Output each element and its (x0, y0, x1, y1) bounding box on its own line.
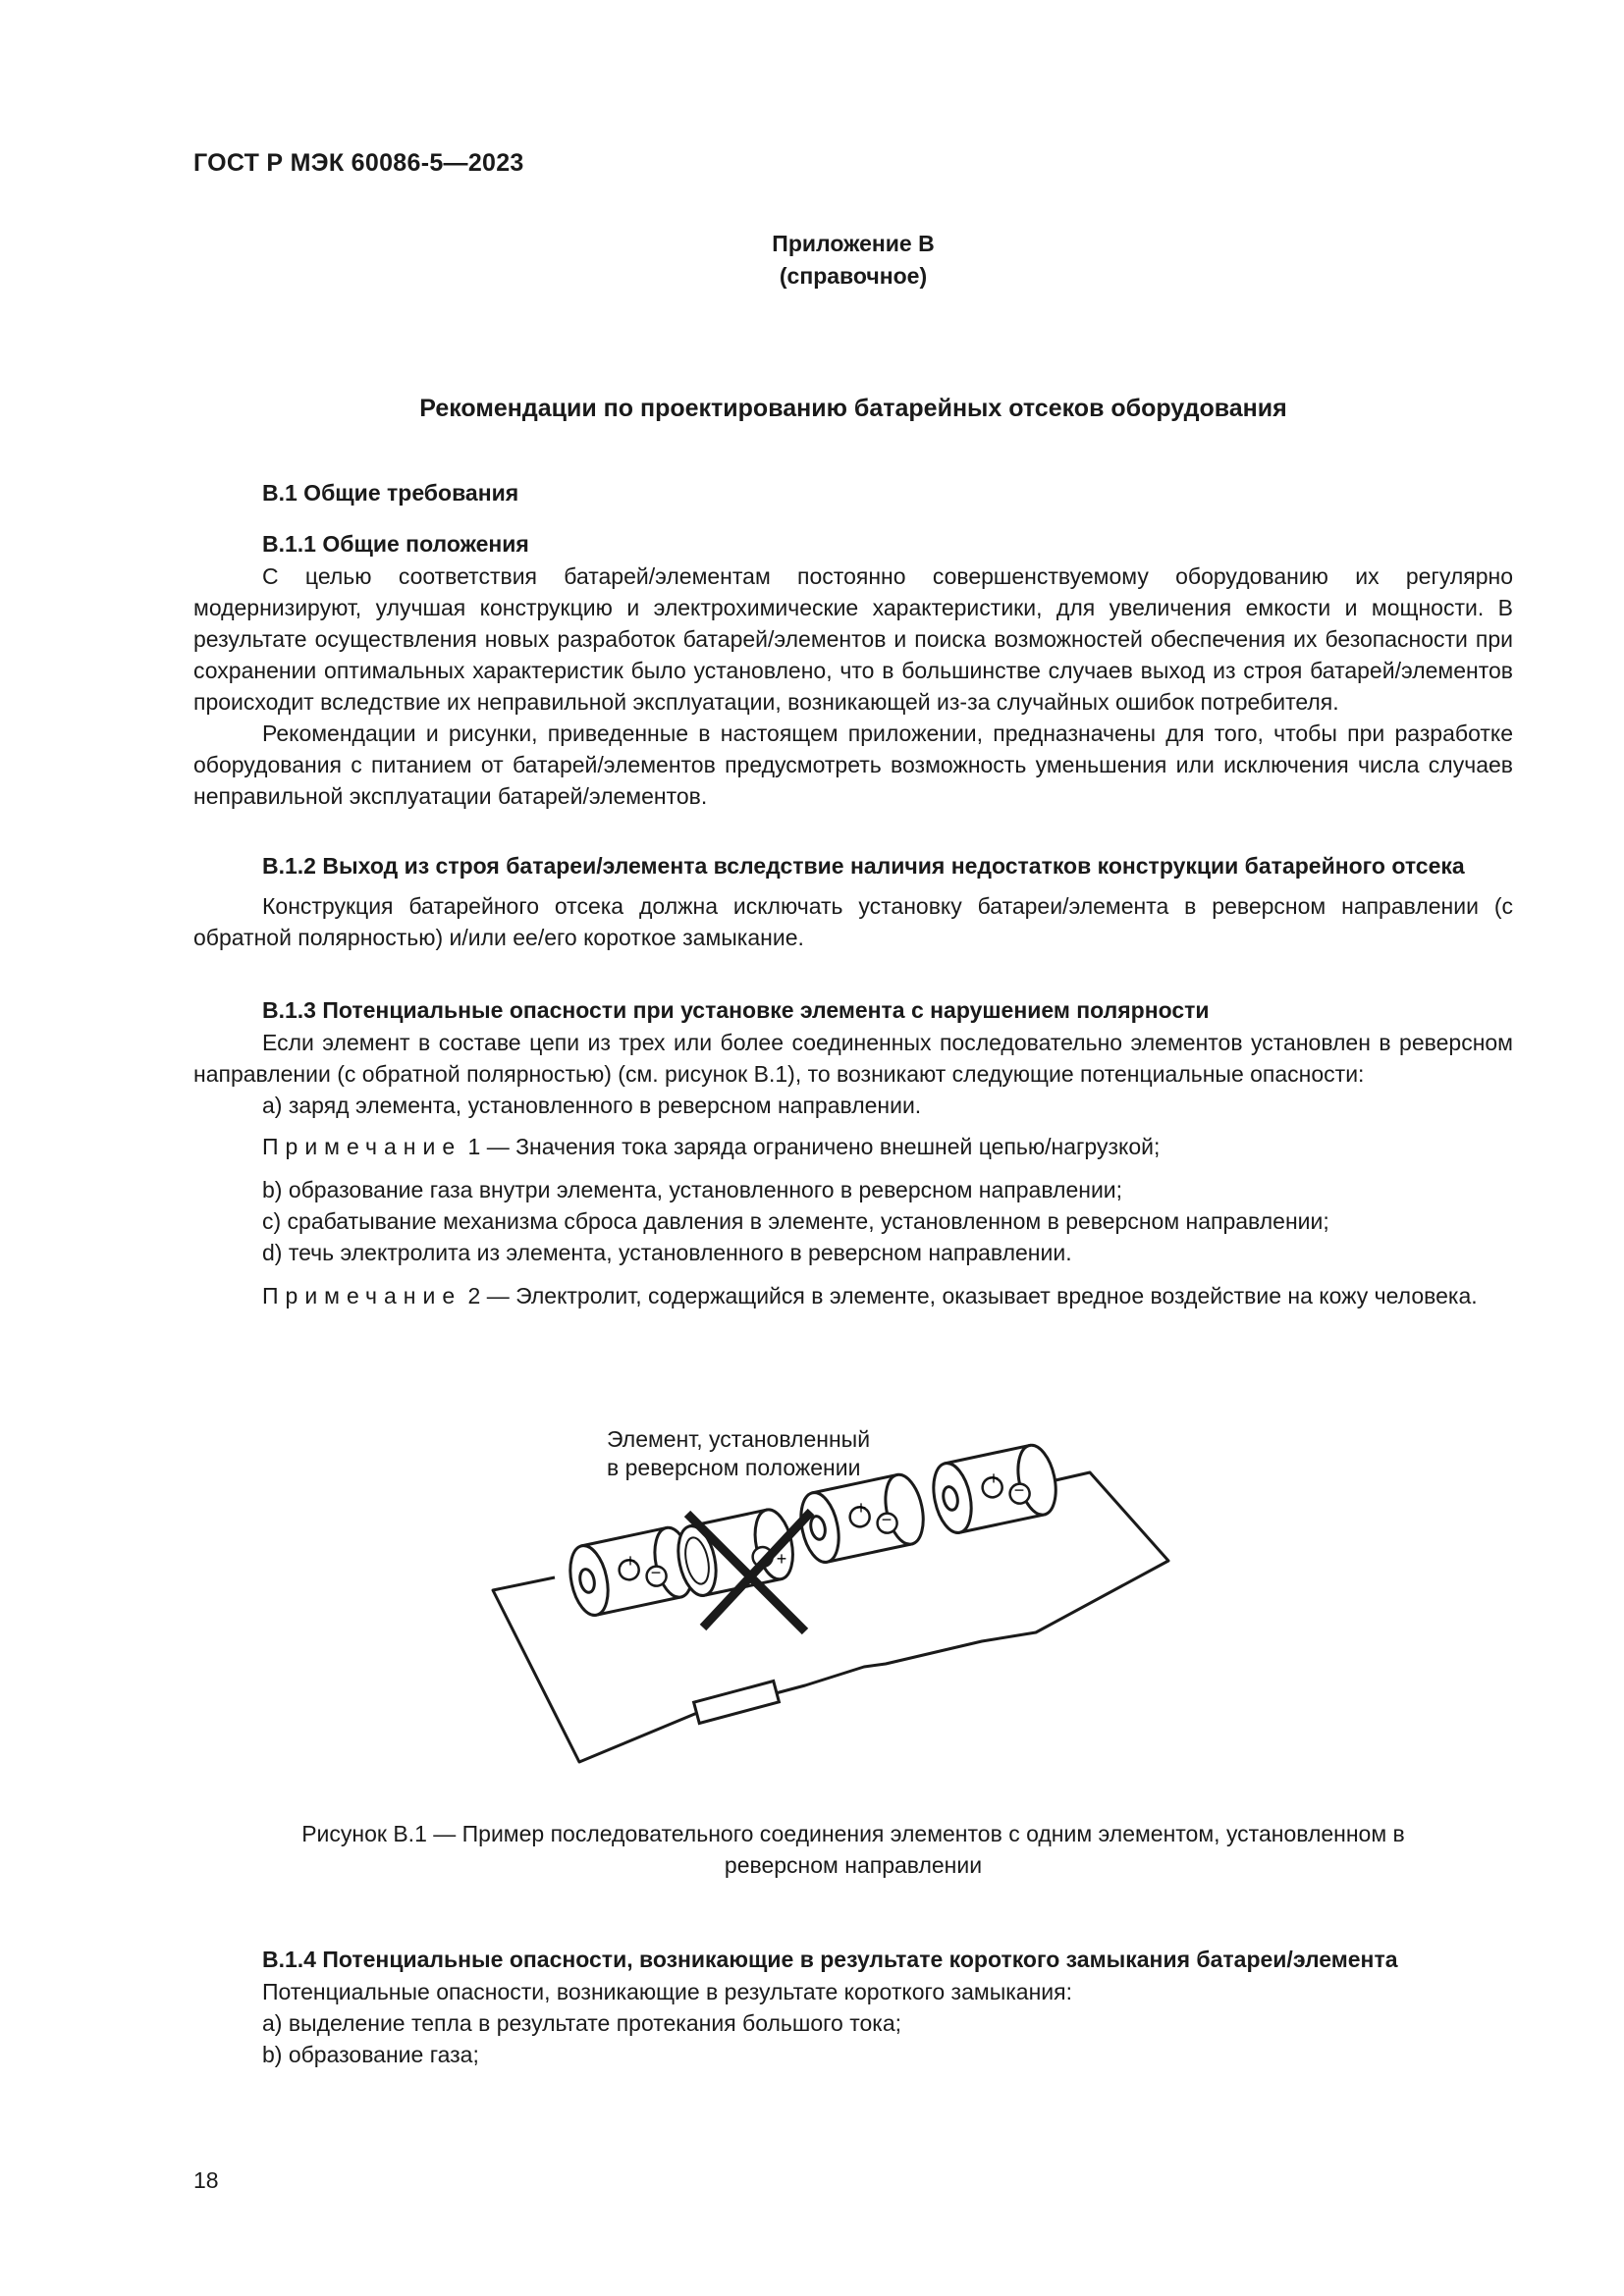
note-label: Примечание (262, 1283, 462, 1308)
minus-sign: − (1013, 1480, 1025, 1500)
cell-3 (795, 1471, 929, 1566)
plus-sign: + (855, 1498, 867, 1518)
paragraph: Если элемент в составе цепи из трех или более соединенных последовательно элементов установлен в реверсном направлении (с обратной полярностью) (см. рисунок В.1), то возникают следующие потенциальные опасности: (193, 1030, 1513, 1087)
minus-sign: − (881, 1510, 893, 1529)
page-number: 18 (193, 2167, 219, 2193)
section-heading: В.1.4 Потенциальные опасности, возникающие в результате короткого замыкания батареи/элемента (262, 1947, 1398, 1972)
section-heading: В.1.2 Выход из строя батареи/элемента вследствие наличия недостатков конструкции батарейного отсека (262, 853, 1465, 879)
annex-title-block (193, 228, 1513, 293)
caption-line: реверсном направлении (724, 1852, 983, 1878)
standard-id: ГОСТ Р МЭК 60086-5—2023 (193, 149, 524, 177)
load-resistor (694, 1682, 780, 1724)
cell-1 (565, 1524, 698, 1619)
annex-heading: Рекомендации по проектированию батарейных отсеков оборудования (419, 395, 1287, 422)
list-item: a) выделение тепла в результате протекания большого тока; (262, 2010, 902, 2036)
section-b13 (193, 994, 1513, 1311)
plus-sign: + (624, 1551, 636, 1571)
section-heading: В.1 Общие требования (262, 480, 519, 506)
section-b14 (193, 1944, 1513, 2070)
section-b1-heading (193, 477, 1513, 509)
cell-4 (928, 1442, 1061, 1536)
note-text: 2 — Электролит, содержащийся в элементе, оказывает вредное воздействие на кожу человека. (461, 1283, 1478, 1308)
plus-sign: + (988, 1468, 1000, 1488)
section-b12 (193, 850, 1513, 953)
list-item: b) образование газа внутри элемента, установленного в реверсном направлении; (262, 1177, 1123, 1202)
section-heading: В.1.3 Потенциальные опасности при установке элемента с нарушением полярности (262, 997, 1210, 1023)
note-2 (193, 1280, 1513, 1311)
paragraph: Рекомендации и рисунки, приведенные в настоящем приложении, предназначены для того, чтобы при разработке оборудования с питанием от батарей/элементов предусмотреть возможность уменьшения или исключения числа случаев неправильной эксплуатации батарей/элементов. (193, 721, 1513, 809)
list-item: d) течь электролита из элемента, установленного в реверсном направлении. (262, 1240, 1072, 1265)
paragraph: Конструкция батарейного отсека должна исключать установку батареи/элемента в реверсном направлении (с обратной полярностью) и/или ее/его короткое замыкание. (193, 893, 1513, 950)
paragraph: Потенциальные опасности, возникающие в результате короткого замыкания: (262, 1979, 1072, 2004)
note-1 (193, 1131, 1513, 1162)
list-item: c) срабатывание механизма сброса давления в элементе, установленном в реверсном направлении; (262, 1208, 1329, 1234)
figure-label-line2: в реверсном положении (607, 1455, 861, 1480)
list-item: a) заряд элемента, установленного в реверсном направлении. (262, 1093, 922, 1118)
annex-type: (справочное) (779, 263, 928, 289)
list-item: b) образование газа; (262, 2042, 479, 2067)
figure-b1-diagram (471, 1414, 1257, 1826)
plus-sign: + (776, 1549, 787, 1569)
note-text: 1 — Значения тока заряда ограничено внешней цепью/нагрузкой; (461, 1134, 1161, 1159)
note-label: Примечание (262, 1134, 462, 1159)
annex-title: Приложение В (772, 231, 935, 256)
section-b11 (193, 528, 1513, 812)
figure-caption (193, 1818, 1513, 1881)
section-heading: В.1.1 Общие положения (262, 531, 529, 557)
caption-line: Рисунок В.1 — Пример последовательного соединения элементов с одним элементом, установленном в (301, 1821, 1405, 1846)
minus-sign: − (650, 1563, 662, 1582)
figure-label-line1: Элемент, установленный (607, 1426, 871, 1452)
paragraph: С целью соответствия батарей/элементам постоянно совершенствуемому оборудованию их регулярно модернизируют, улучшая конструкцию и электрохимические характеристики, для увеличения емкости и мощности. В результате осуществления новых разработок батарей/элементов и поиска возможностей обеспечения их безопасности при сохранении оптимальных характеристик было установлено, что в большинстве случаев выход из строя батарей/элементов происходит вследствие их неправильной эксплуатации, возникающей из-за случайных ошибок потребителя. (193, 563, 1513, 715)
